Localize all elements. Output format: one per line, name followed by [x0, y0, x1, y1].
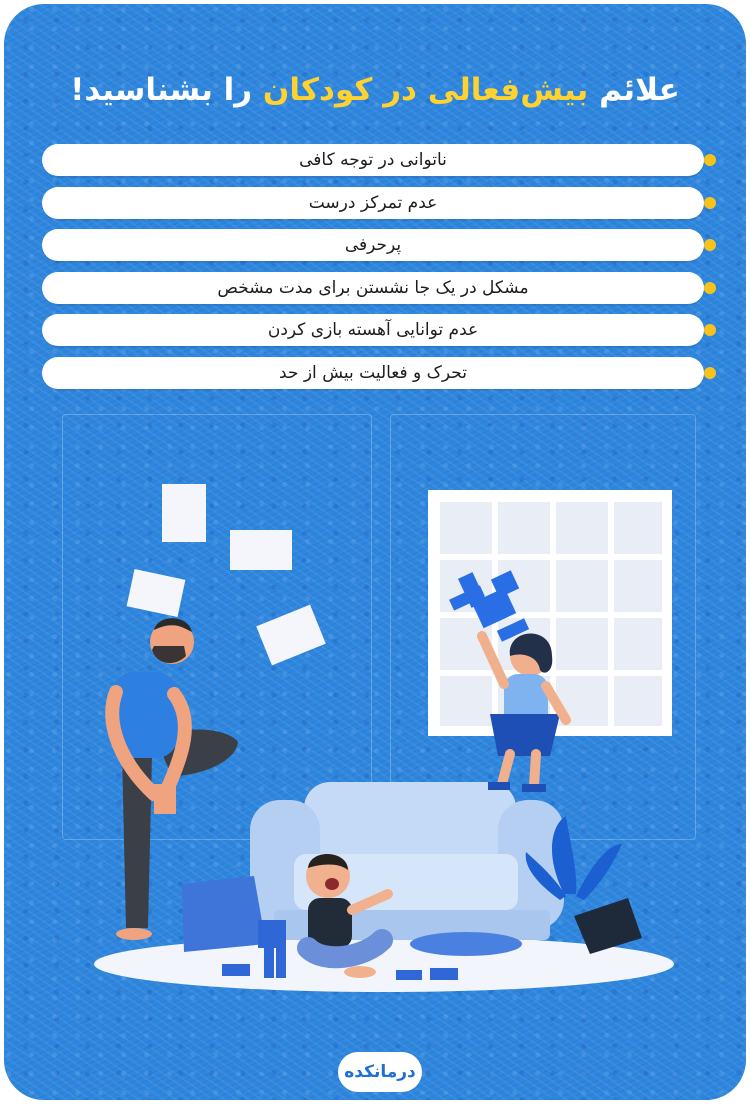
- bullet-dot-icon: [704, 239, 716, 251]
- infographic-card: [4, 4, 746, 1100]
- symptom-text: ناتوانی در توجه کافی: [299, 150, 447, 170]
- cushion: [182, 876, 266, 952]
- symptom-text: عدم توانایی آهسته بازی کردن: [267, 320, 479, 340]
- bullet-dot-icon: [704, 197, 716, 209]
- page-title: [4, 72, 746, 108]
- symptom-text: تحرک و فعالیت بیش از حد: [279, 362, 467, 383]
- brand-logo: [338, 1052, 422, 1092]
- symptom-item: [42, 229, 704, 261]
- symptom-item: [42, 272, 704, 304]
- symptom-list: [42, 144, 718, 399]
- symptom-item: [42, 357, 704, 389]
- paper-icon: [230, 530, 292, 570]
- bullet-dot-icon: [704, 367, 716, 379]
- cushion: [410, 932, 522, 956]
- paper-icon: [256, 605, 326, 666]
- bullet-dot-icon: [704, 282, 716, 294]
- logo-text: درمانکده: [344, 1062, 416, 1082]
- symptom-text: مشکل در یک جا نشستن برای مدت مشخص: [217, 277, 529, 298]
- symptom-text: عدم تمرکز درست: [308, 192, 438, 213]
- title-highlight: بیش‌فعالی در کودکان: [262, 72, 589, 108]
- title-part-2: را بشناسید!: [70, 72, 263, 108]
- sofa: [250, 782, 564, 940]
- title-part-1: علائم: [588, 72, 680, 108]
- symptom-text: پرحرفی: [344, 235, 402, 255]
- paper-icon: [162, 484, 206, 542]
- hyperactive-family-illustration: [4, 424, 746, 1044]
- bullet-dot-icon: [704, 154, 716, 166]
- symptom-item: [42, 144, 704, 176]
- symptom-item: [42, 187, 704, 219]
- paper-icon: [127, 569, 186, 617]
- symptom-item: [42, 314, 704, 346]
- bullet-dot-icon: [704, 324, 716, 336]
